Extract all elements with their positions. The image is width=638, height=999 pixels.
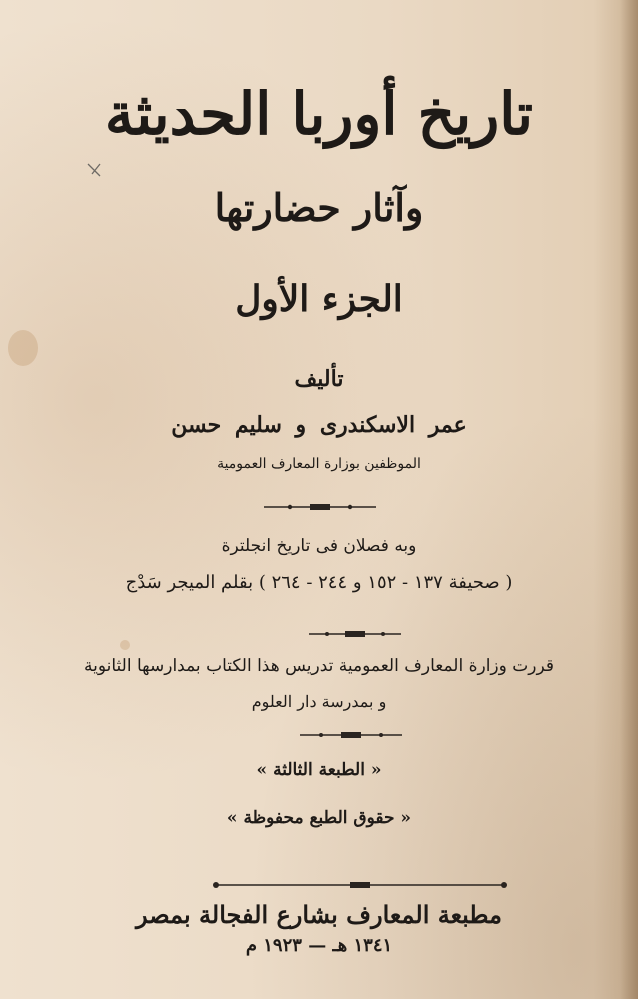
publication-date: ١٣٤١ هـ — ١٩٢٣ م (245, 935, 393, 956)
authorship-label: تأليف (294, 366, 344, 392)
appendix-line-1: وبه فصلان فى تاريخ انجلترة (221, 536, 417, 556)
copyright-label: « حقوق الطبع محفوظة » (226, 808, 412, 828)
ornament-divider-1 (260, 500, 380, 514)
page-edge-shadow (620, 0, 638, 999)
book-subtitle: وآثار حضارتها (214, 185, 424, 230)
paper-stain (8, 330, 38, 366)
ornament-divider-4 (210, 878, 510, 892)
volume-label: الجزء الأول (235, 278, 403, 320)
paper-stain (120, 640, 130, 650)
ministry-decision-line-2: و بمدرسة دار العلوم (251, 692, 387, 711)
appendix-line-2: ( صحيفة ١٣٧ - ١٥٢ و ٢٤٤ - ٢٦٤ ) بقلم الميجر سَدْج (125, 572, 513, 593)
book-title: تاريخ أوربا الحديثة (104, 80, 534, 148)
ministry-decision-line-1: قررت وزارة المعارف العمومية تدريس هذا الكتاب بمدارسها الثانوية (84, 656, 554, 676)
authors-note: الموظفين بوزارة المعارف العمومية (217, 456, 421, 472)
ornament-divider-3 (296, 728, 406, 742)
ornament-divider-2 (305, 627, 405, 641)
authors: عمر الاسكندرى و سليم حسن (171, 412, 467, 438)
edition-label: « الطبعة الثالثة » (256, 760, 382, 780)
pencil-mark-icon (84, 160, 106, 182)
printer-imprint: مطبعة المعارف بشارع الفجالة بمصر (136, 900, 502, 929)
